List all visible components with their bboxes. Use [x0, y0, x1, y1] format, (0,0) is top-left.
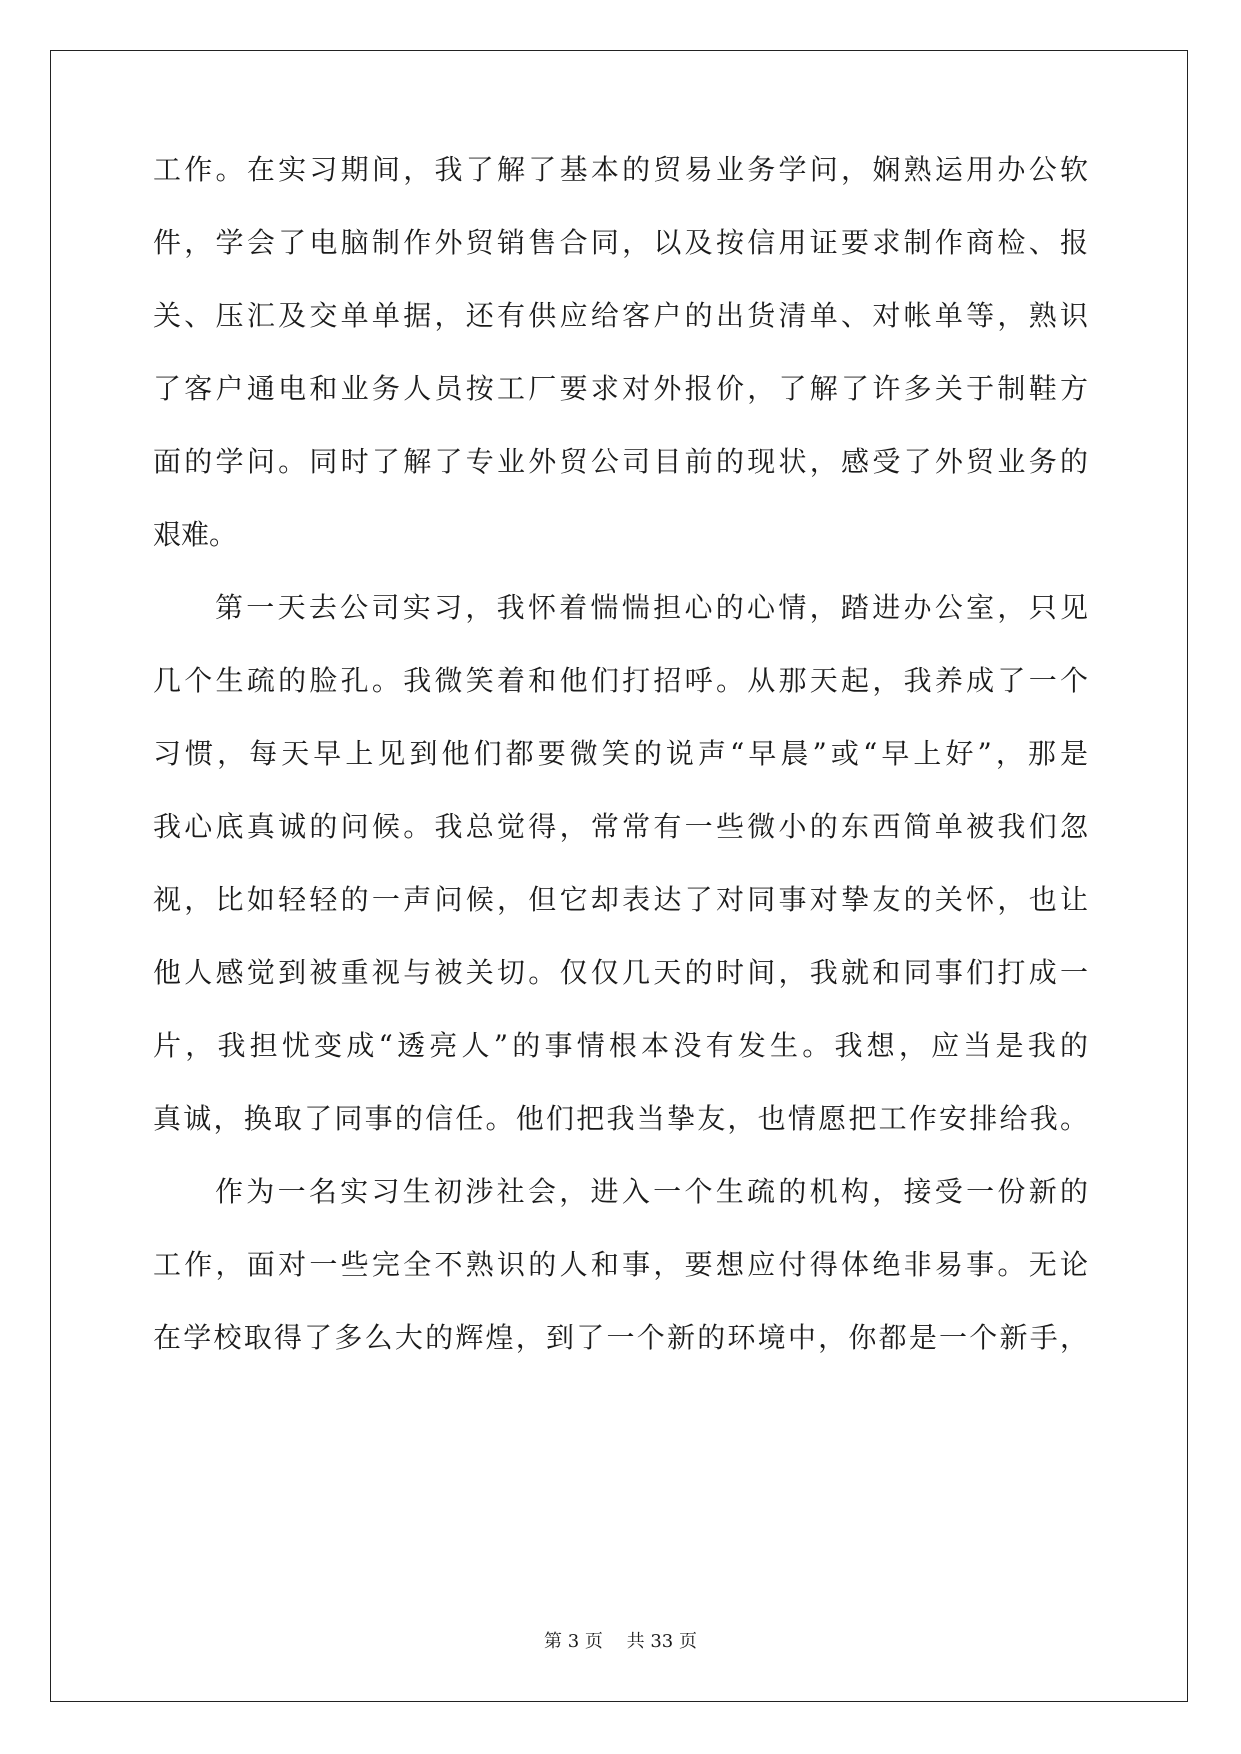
- text-line: 作为一名实习生初涉社会，进入一个生疏的机构，接受一份新的: [215, 1175, 1088, 1208]
- text-line: 艰难。: [153, 518, 238, 551]
- text-line: 了客户通电和业务人员按工厂要求对外报价，了解了许多关于制鞋方: [153, 372, 1088, 405]
- text-line: 片，我担忧变成“透亮人”的事情根本没有发生。我想，应当是我的: [153, 1029, 1088, 1062]
- text-line: 第一天去公司实习，我怀着惴惴担心的心情，踏进办公室，只见: [215, 591, 1088, 624]
- text-line: 我心底真诚的问候。我总觉得，常常有一些微小的东西简单被我们忽: [153, 810, 1088, 843]
- text-line: 工作，面对一些完全不熟识的人和事，要想应付得体绝非易事。无论: [153, 1248, 1088, 1281]
- text-line: 在学校取得了多么大的辉煌，到了一个新的环境中，你都是一个新手，: [153, 1321, 1088, 1354]
- text-line: 习惯，每天早上见到他们都要微笑的说声“早晨”或“早上好”，那是: [153, 737, 1088, 770]
- text-line: 工作。在实习期间，我了解了基本的贸易业务学问，娴熟运用办公软: [153, 153, 1088, 186]
- text-line: 几个生疏的脸孔。我微笑着和他们打招呼。从那天起，我养成了一个: [153, 664, 1088, 697]
- text-line: 真诚，换取了同事的信任。他们把我当挚友，也情愿把工作安排给我。: [153, 1102, 1088, 1135]
- text-line: 关、压汇及交单单据，还有供应给客户的出货清单、对帐单等，熟识: [153, 299, 1088, 332]
- text-line: 件，学会了电脑制作外贸销售合同，以及按信用证要求制作商检、报: [153, 226, 1088, 259]
- text-line: 面的学问。同时了解了专业外贸公司目前的现状，感受了外贸业务的: [153, 445, 1088, 478]
- text-line: 视，比如轻轻的一声问候，但它却表达了对同事对挚友的关怀，也让: [153, 883, 1088, 916]
- page-number-footer: 第 3 页 共 33 页: [544, 1631, 697, 1652]
- text-line: 他人感觉到被重视与被关切。仅仅几天的时间，我就和同事们打成一: [153, 956, 1088, 989]
